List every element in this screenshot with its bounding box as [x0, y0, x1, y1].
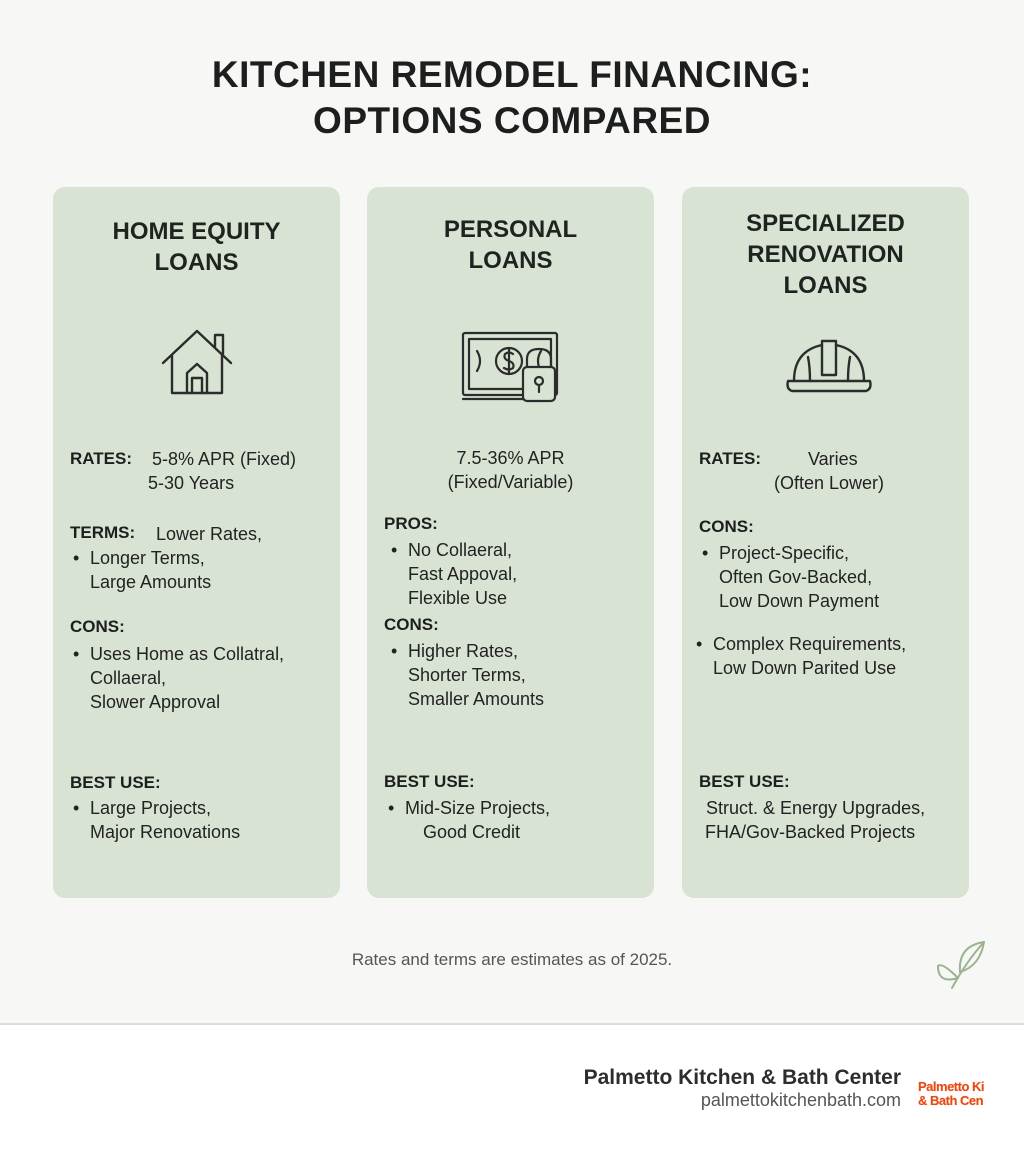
list-item: Major Renovations [90, 822, 241, 842]
house-icon [159, 327, 235, 397]
list-item: Shorter Terms, [408, 665, 526, 685]
list-item: Large Amounts [90, 572, 212, 592]
page-title: KITCHEN REMODEL FINANCING: OPTIONS COMPARED [211, 54, 813, 141]
rates-note: (Often Lower) [774, 473, 885, 493]
terms-label: TERMS: [70, 523, 136, 542]
list-item: • Higher Rates, [408, 639, 518, 663]
rates-value: Varies [808, 449, 858, 469]
terms-value: Lower Rates, [156, 524, 263, 544]
list-item: Smaller Amounts [408, 689, 545, 709]
list-item: • Large Projects, [90, 796, 211, 820]
list-item: Collaeral, [90, 668, 167, 688]
best-use-label: BEST USE: [70, 773, 161, 792]
disclaimer-note: Rates and terms are estimates as of 2025. [351, 950, 673, 969]
best-use-label: BEST USE: [384, 772, 475, 791]
pros-label: PROS: [384, 514, 438, 533]
list-item: Flexible Use [408, 588, 508, 608]
card-renovation-loans [682, 187, 969, 898]
card-home-equity [53, 187, 340, 898]
list-item: • No Collaeral, [408, 538, 512, 562]
cons-label: CONS: [384, 615, 439, 634]
best-use-label: BEST USE: [699, 772, 790, 791]
rates-label: RATES: [699, 449, 762, 468]
list-item: • Longer Terms, [90, 546, 205, 570]
card-title: PERSONAL LOANS [443, 216, 578, 274]
list-item: Good Credit [423, 822, 521, 842]
company-name: Palmetto Kitchen & Bath Center [583, 1066, 901, 1089]
list-item: FHA/Gov-Backed Projects [705, 822, 916, 842]
card-title: HOME EQUITY LOANS [112, 218, 281, 276]
cons-label: CONS: [699, 517, 754, 536]
website-link[interactable]: palmettokitchenbath.com [700, 1090, 901, 1110]
list-item: Often Gov-Backed, [719, 567, 873, 587]
list-item: • Complex Requirements, [713, 632, 906, 656]
cons-label: CONS: [70, 617, 125, 636]
rates-term: 5-30 Years [148, 473, 235, 493]
list-item: Struct. & Energy Upgrades, [706, 798, 926, 818]
list-item: • Project-Specific, [719, 541, 849, 565]
money-lock-icon [461, 329, 563, 409]
list-item: • Mid-Size Projects, [405, 796, 550, 820]
rates-value: 5-8% APR (Fixed) [152, 449, 297, 469]
leaf-icon [936, 938, 988, 994]
card-title: SPECIALIZED RENOVATION LOANS [746, 210, 905, 299]
hard-hat-icon [784, 337, 874, 395]
list-item: Fast Appoval, [408, 564, 518, 584]
list-item: • Uses Home as Collatral, [90, 642, 284, 666]
company-logo: Palmetto Ki & Bath Cen [918, 1079, 985, 1108]
rates-type: (Fixed/Variable) [447, 472, 574, 492]
list-item: Low Down Parited Use [713, 658, 897, 678]
rates-label: RATES: [70, 449, 133, 468]
list-item: Slower Approval [90, 692, 221, 712]
card-personal-loans [367, 187, 654, 898]
list-item: Low Down Payment [719, 591, 880, 611]
rates-value: 7.5-36% APR [456, 448, 565, 468]
